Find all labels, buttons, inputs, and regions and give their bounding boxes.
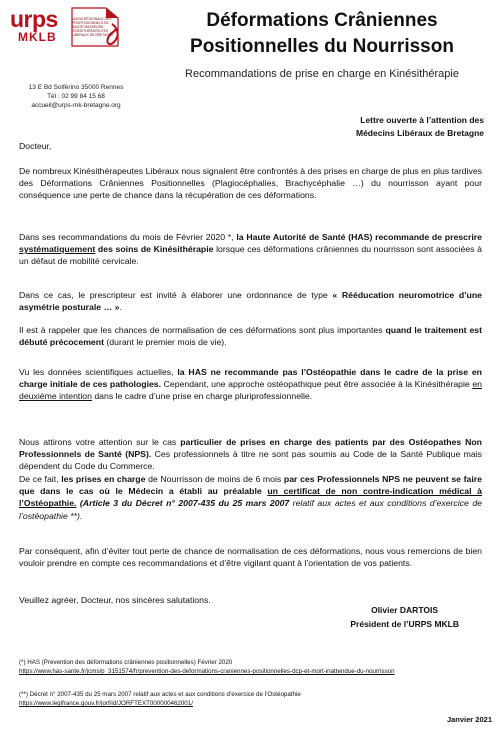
document-date: Janvier 2021 <box>446 715 492 724</box>
p3-text: Dans ce cas, le prescripteur est invité à élaborer une ordonnance de type <box>19 290 333 300</box>
p7-underlined: un certificat de non contre-indication médical à l’Ostéopathie. <box>19 486 482 509</box>
paragraph-4 <box>19 324 482 348</box>
paragraph-7 <box>19 473 482 522</box>
p5-text-3: dans le cadre d’une prise en charge pluriprofessionnelle. <box>91 391 313 402</box>
p4-bold: quand le traitement est débuté précocement <box>19 325 483 348</box>
paragraph-6 <box>19 436 482 473</box>
footnote-2-link[interactable] <box>19 699 489 708</box>
p6-bold: particulier de prises en charge des patients par des Ostéopathes Non Professionnels de Santé (NPS). <box>19 437 482 460</box>
p5-underlined: en deuxième intention <box>19 379 482 402</box>
p2-bold: la Haute Autorité de Santé (HAS) recommande de prescrire <box>236 232 482 242</box>
logo-brand: urps <box>10 6 58 32</box>
recipient-line1: Lettre ouverte à l’attention des <box>360 115 484 125</box>
paragraph-8: Par conséquent, afin d’éviter tout perte de chance de normalisation de ces déformations, nous vous remercions de bien vouloir prendre en compte ces recommandations et d’être vigilant quant à l’orientation de vos patients. <box>19 546 482 569</box>
paragraph-3 <box>19 289 482 313</box>
p7-text: De ce fait, <box>19 474 62 484</box>
paragraph-1: De nombreux Kinésithérapeutes Libéraux nous signalent être confrontés à des prises en charge de plus en plus tardives des Déformations Crâniennes Positionnelles (Plagiocéphalies, Brachycéphalie …) du nourrisson ayant pour conséquence une perte de chance dans la récupération de ces déformations. <box>19 166 482 201</box>
urps-logo <box>6 6 126 70</box>
p7-bold-italic: (Article 3 du Décret n° 2007-435 du 25 mars 2007 <box>76 498 290 509</box>
p4-text: Il est à rappeler que les chances de normalisation de ces déformations sont plus importantes <box>19 325 386 335</box>
p7-italic: relatif aux actes et aux conditions d’exercice de l’ostéopathie **). <box>19 498 482 521</box>
p3-period: . <box>119 302 122 313</box>
p2-underlined: systématiquement <box>19 244 96 255</box>
p6-text: Nous attirons votre attention sur le cas <box>19 437 181 447</box>
p3-bold: « Rééducation neuromotrice d’une asymétrie posturale … » <box>19 290 482 313</box>
p7-text-2: de Nourrisson de moins de 6 mois <box>145 474 284 484</box>
page-subtitle: Recommandations de prise en charge en Kinésithérapie <box>185 68 459 80</box>
p6-text-2: Ces professionnels à titre ne sont pas soumis au Code de la Santé Publique mais dépendent du Code du Commerce. <box>19 449 482 472</box>
salutation: Docteur, <box>19 141 52 151</box>
page-title-line1: Déformations Crâniennes <box>206 10 438 31</box>
page-title-line2: Positionnelles du Nourrisson <box>190 36 454 57</box>
address-phone: Tél : 02 99 84 15 68 <box>47 93 105 100</box>
logo-tagline: UNION RÉGIONALE DES PROFESSIONNELS DE SANTÉ MASSEURS-KINÉSITHÉRAPEUTES LIBÉRAUX DE BRETAGNE <box>72 17 114 37</box>
paragraph-2 <box>19 231 482 268</box>
p5-bold: la HAS ne recommande pas l’Ostéopathie dans le cadre de la prise en charge initiale de ces pathologies. <box>19 367 482 390</box>
closing: Veuillez agréer, Docteur, nos sincères salutations. <box>19 595 211 605</box>
p7-bold: les prises en charge <box>61 474 146 484</box>
p4-text-2: (durant le premier mois de vie). <box>103 337 227 348</box>
p2-bold-2: des soins de Kinésithérapie <box>95 244 214 255</box>
address-street: 13 E Bd Solférino 35000 Rennes <box>28 84 124 91</box>
footnote-2-url[interactable]: https://www.legifrance.gouv.fr/jorf/id/JORFTEXT000000462001/ <box>19 700 193 707</box>
footnote-1-text: (*) HAS (Prevention des déformations crâniennes positionnelles) Février 2020 <box>19 659 233 666</box>
paragraph-5 <box>19 366 482 403</box>
footnote-1-url[interactable]: https://www.has-sante.fr/jcms/p_3151574/fr/prevention-des-deformations-craniennes-positionnelles-dcp-et-mort-inattendue-du-nourrisson <box>19 668 395 675</box>
p2-text-2: lorsque ces déformations crâniennes du nourrisson sont associées à un défaut de mobilité cervicale. <box>19 244 482 267</box>
p7-bold-2: par ces Professionnels NPS ne peuvent se faire que dans le cas où le Médecin a établi au préalable <box>19 474 483 497</box>
recipient-line2: Médecins Libéraux de Bretagne <box>355 128 484 138</box>
footnote-1-link[interactable] <box>19 667 489 676</box>
address-email[interactable]: accueil@urps-mk-bretagne.org <box>31 102 121 109</box>
signature-role: Président de l’URPS MKLB <box>350 619 459 629</box>
logo-sub: MKLB <box>18 30 57 44</box>
footnote-2-text: (**) Décret n° 2007-435 du 25 mars 2007 relatif aux actes et aux conditions d’exercice de l’Ostéopathie <box>19 691 301 698</box>
p5-text: Vu les données scientifiques actuelles, <box>19 367 178 377</box>
signature-name: Olivier DARTOIS <box>371 605 438 615</box>
p2-text: Dans ses recommandations du mois de Février 2020 *, <box>19 232 237 242</box>
p5-text-2: Cependant, une approche ostéopathique peut être associée à la Kinésithérapie <box>161 379 473 390</box>
